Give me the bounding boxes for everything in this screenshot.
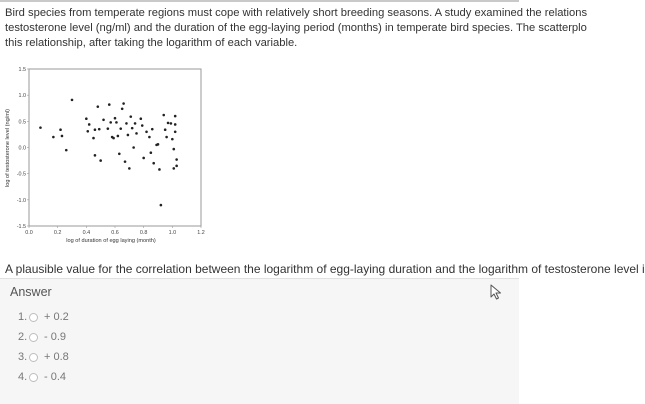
- y-tick-label: 1.5: [18, 67, 26, 73]
- scatter-point: [157, 143, 160, 146]
- x-tick-label: 1.0: [168, 230, 177, 236]
- scatter-point: [172, 148, 175, 151]
- x-tick-label: 1.2: [197, 230, 205, 236]
- choice-4[interactable]: [18, 370, 66, 384]
- top-border: [0, 0, 519, 2]
- scatter-point: [160, 204, 163, 207]
- scatter-point: [107, 127, 110, 130]
- x-tick-labels: [25, 226, 205, 236]
- scatter-point: [158, 168, 161, 171]
- scatter-point: [165, 136, 168, 139]
- scatter-point: [52, 136, 55, 139]
- question-intro: [5, 6, 588, 51]
- scatter-point: [114, 117, 117, 120]
- scatter-point: [172, 167, 175, 170]
- scatter-point: [94, 154, 97, 157]
- scatter-point: [135, 132, 138, 135]
- choice-label: + 0.2: [44, 311, 69, 323]
- scatter-point: [175, 165, 178, 168]
- y-tick-label: 1.0: [18, 93, 26, 100]
- choice-label: + 0.8: [44, 351, 69, 363]
- radio-button[interactable]: [29, 353, 38, 362]
- y-tick-label: 0.5: [18, 119, 26, 126]
- scatter-point: [167, 122, 170, 125]
- x-axis-label: log of duration of egg laying (month): [66, 238, 156, 244]
- scatter-point: [61, 135, 64, 138]
- scatter-point: [171, 138, 174, 141]
- scatter-point: [145, 131, 148, 134]
- scatter-point: [174, 131, 177, 134]
- choice-1[interactable]: [18, 310, 69, 324]
- scatter-point: [152, 162, 155, 165]
- arrow-cursor-icon: [488, 284, 504, 300]
- scatter-point: [164, 128, 167, 131]
- intro-line-3: this relationship, after taking the logarithm of each variable.: [5, 37, 298, 49]
- scatter-point: [92, 137, 95, 140]
- scatter-point: [88, 123, 91, 126]
- scatter-point: [122, 102, 125, 105]
- choice-number: 4.: [18, 371, 28, 383]
- intro-line-1: Bird species from temperate regions must cope with relatively short breeding seasons. A study examined the relations: [5, 7, 588, 19]
- scatter-point: [102, 118, 105, 121]
- scatter-point: [170, 122, 173, 125]
- choice-number: 3.: [18, 351, 28, 363]
- scatter-point: [118, 152, 121, 155]
- scatter-point: [132, 146, 135, 149]
- scatter-point: [128, 167, 131, 170]
- radio-button[interactable]: [29, 313, 38, 322]
- scatter-point: [125, 122, 128, 125]
- choice-label: - 0.9: [44, 331, 67, 343]
- scatter-point: [162, 114, 165, 117]
- x-tick-label: 0.4: [82, 230, 91, 236]
- x-tick-label: 0.2: [53, 230, 62, 236]
- scatter-point: [174, 123, 177, 126]
- scatter-point: [148, 136, 151, 139]
- question-text: A plausible value for the correlation between the logarithm of egg-laying duration and the logarithm of testosterone level i: [5, 262, 645, 276]
- choice-label: - 0.4: [44, 371, 67, 383]
- y-tick-label: -0.5: [16, 171, 26, 178]
- scatter-point: [175, 158, 178, 161]
- scatter-point: [115, 121, 118, 124]
- x-tick-label: 0.0: [25, 230, 33, 236]
- scatter-point: [131, 127, 134, 130]
- intro-line-2: testosterone level (ng/ml) and the duration of the egg-laying period (months) in temperate bird species. The scatterplo: [5, 22, 587, 34]
- x-tick-label: 0.6: [111, 230, 119, 236]
- y-tick-label: 0.0: [18, 145, 26, 152]
- scatterplot: [0, 60, 230, 244]
- answer-panel: [0, 278, 519, 404]
- answer-title: Answer: [10, 285, 52, 299]
- scatter-point: [151, 128, 154, 131]
- scatter-point: [94, 128, 97, 131]
- scatter-point: [65, 149, 68, 152]
- y-tick-labels: [17, 67, 29, 230]
- scatter-point: [85, 117, 88, 120]
- radio-button[interactable]: [29, 373, 38, 382]
- scatter-point: [98, 128, 101, 131]
- scatter-point: [39, 126, 42, 129]
- scatter-point: [59, 128, 62, 131]
- scatter-point: [141, 124, 144, 127]
- scatter-point: [86, 130, 89, 133]
- y-tick-label: -1.5: [16, 224, 26, 230]
- radio-button[interactable]: [29, 333, 38, 342]
- scatter-point: [140, 117, 143, 120]
- scatter-point: [71, 99, 74, 102]
- scatter-point: [97, 105, 100, 108]
- scatter-point: [124, 160, 127, 163]
- choice-2[interactable]: [18, 330, 66, 344]
- scatter-point: [112, 137, 115, 140]
- scatter-point: [99, 159, 102, 162]
- scatter-point: [117, 135, 120, 138]
- scatter-point: [109, 121, 112, 124]
- choice-number: 2.: [18, 331, 28, 343]
- scatter-point: [174, 115, 177, 118]
- choice-number: 1.: [18, 311, 28, 323]
- scatter-point: [134, 122, 137, 125]
- plot-frame: [29, 69, 201, 226]
- choice-3[interactable]: [18, 350, 69, 364]
- y-tick-label: -1.0: [16, 197, 26, 204]
- x-tick-label: 0.8: [139, 230, 148, 236]
- scatter-point: [119, 127, 122, 130]
- scatter-point: [121, 107, 124, 110]
- y-axis-label: log of testosterone level (ng/ml): [5, 108, 11, 188]
- scatter-point: [127, 134, 130, 137]
- scatter-point: [129, 115, 132, 118]
- scatter-point: [108, 103, 111, 106]
- scatter-point: [142, 157, 145, 160]
- scatter-point: [150, 151, 153, 154]
